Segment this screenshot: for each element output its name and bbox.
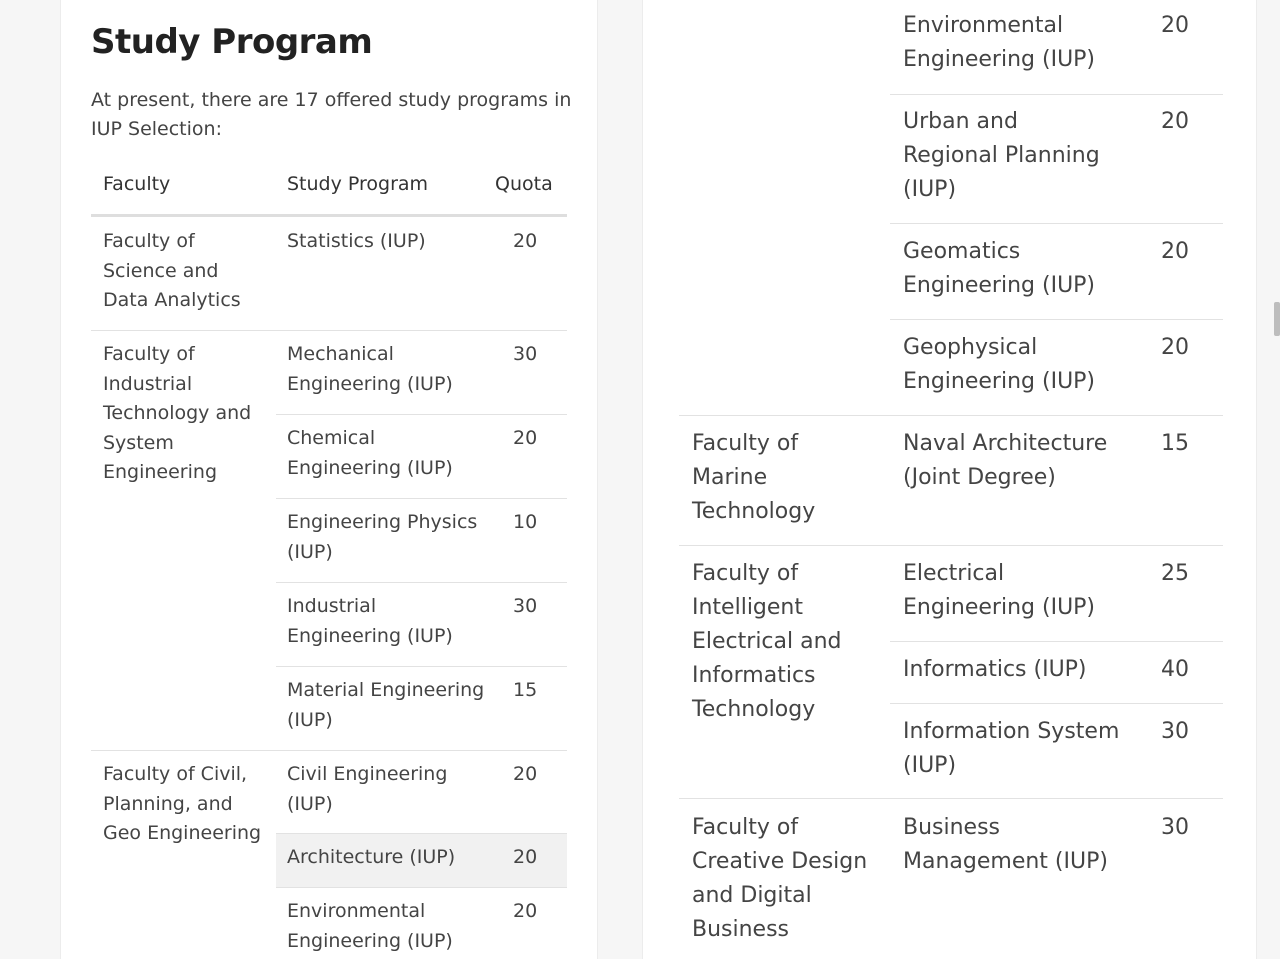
- program-cell: Naval Architecture (Joint Degree): [903, 431, 1108, 490]
- header-divider: [91, 214, 567, 217]
- row-divider: [276, 666, 567, 667]
- program-cell: Electrical Engineering (IUP): [903, 561, 1096, 620]
- faculty-cell: Faculty of Industrial Technology and System Engineering: [103, 343, 252, 483]
- row-divider: [276, 582, 567, 583]
- quota-cell: 15: [513, 679, 538, 701]
- quota-cell: 10: [513, 511, 538, 533]
- program-cell: Statistics (IUP): [287, 230, 426, 252]
- quota-cell: 20: [513, 427, 538, 449]
- row-divider: [91, 750, 567, 751]
- quota-cell: 30: [513, 595, 538, 617]
- scrollbar-thumb[interactable]: [1274, 302, 1280, 336]
- program-cell: Mechanical Engineering (IUP): [287, 343, 453, 395]
- intro-text: At present, there are 17 offered study programs in IUP Selection:: [91, 89, 572, 140]
- page-title: Study Program: [91, 22, 373, 62]
- program-cell: Environmental Engineering (IUP): [903, 13, 1096, 72]
- program-cell: Geomatics Engineering (IUP): [903, 239, 1096, 298]
- faculty-cell: Faculty of Intelligent Electrical and Informatics Technology: [692, 561, 842, 722]
- faculty-cell: Faculty of Science and Data Analytics: [103, 230, 241, 311]
- program-cell: Architecture (IUP): [287, 846, 456, 868]
- quota-cell: 40: [1161, 657, 1189, 682]
- row-divider: [276, 414, 567, 415]
- quota-cell: 25: [1161, 561, 1189, 586]
- header-study-program: Study Program: [287, 173, 429, 195]
- program-cell: Industrial Engineering (IUP): [287, 595, 453, 647]
- row-divider: [276, 498, 567, 499]
- program-cell: Geophysical Engineering (IUP): [903, 335, 1096, 394]
- quota-cell: 20: [513, 900, 538, 922]
- program-cell: Material Engineering (IUP): [287, 679, 485, 731]
- row-divider: [679, 545, 1223, 546]
- quota-cell: 30: [1161, 815, 1189, 840]
- program-cell: Business Management (IUP): [903, 815, 1108, 874]
- row-divider: [890, 703, 1223, 704]
- program-cell: Informatics (IUP): [903, 657, 1087, 682]
- quota-cell: 20: [1161, 13, 1189, 38]
- row-divider: [91, 330, 567, 331]
- row-divider: [890, 319, 1223, 320]
- row-divider: [679, 415, 1223, 416]
- program-cell: Chemical Engineering (IUP): [287, 427, 453, 479]
- row-divider: [890, 223, 1223, 224]
- quota-cell: 30: [1161, 719, 1189, 744]
- row-divider: [890, 641, 1223, 642]
- quota-cell: 20: [1161, 239, 1189, 264]
- program-cell: Civil Engineering (IUP): [287, 763, 448, 815]
- row-divider: [276, 887, 567, 888]
- right-content-panel: [642, 0, 1257, 959]
- program-cell: Environmental Engineering (IUP): [287, 900, 453, 952]
- faculty-cell: Faculty of Creative Design and Digital Business: [692, 815, 868, 942]
- quota-cell: 20: [513, 230, 538, 252]
- quota-cell: 20: [1161, 335, 1189, 360]
- header-faculty: Faculty: [103, 173, 171, 195]
- quota-cell: 20: [1161, 109, 1189, 134]
- quota-cell: 15: [1161, 431, 1189, 456]
- row-divider: [679, 798, 1223, 799]
- quota-cell: 20: [513, 763, 538, 785]
- quota-cell: 20: [513, 846, 538, 868]
- header-quota: Quota: [495, 173, 553, 195]
- left-content-panel: [60, 0, 598, 959]
- program-cell: Engineering Physics (IUP): [287, 511, 478, 563]
- program-cell: Urban and Regional Planning (IUP): [903, 109, 1100, 202]
- faculty-cell: Faculty of Marine Technology: [692, 431, 816, 524]
- row-divider: [276, 833, 567, 834]
- program-cell: Information System (IUP): [903, 719, 1120, 778]
- quota-cell: 30: [513, 343, 538, 365]
- row-divider: [890, 94, 1223, 95]
- faculty-cell: Faculty of Civil, Planning, and Geo Engineering: [103, 763, 262, 844]
